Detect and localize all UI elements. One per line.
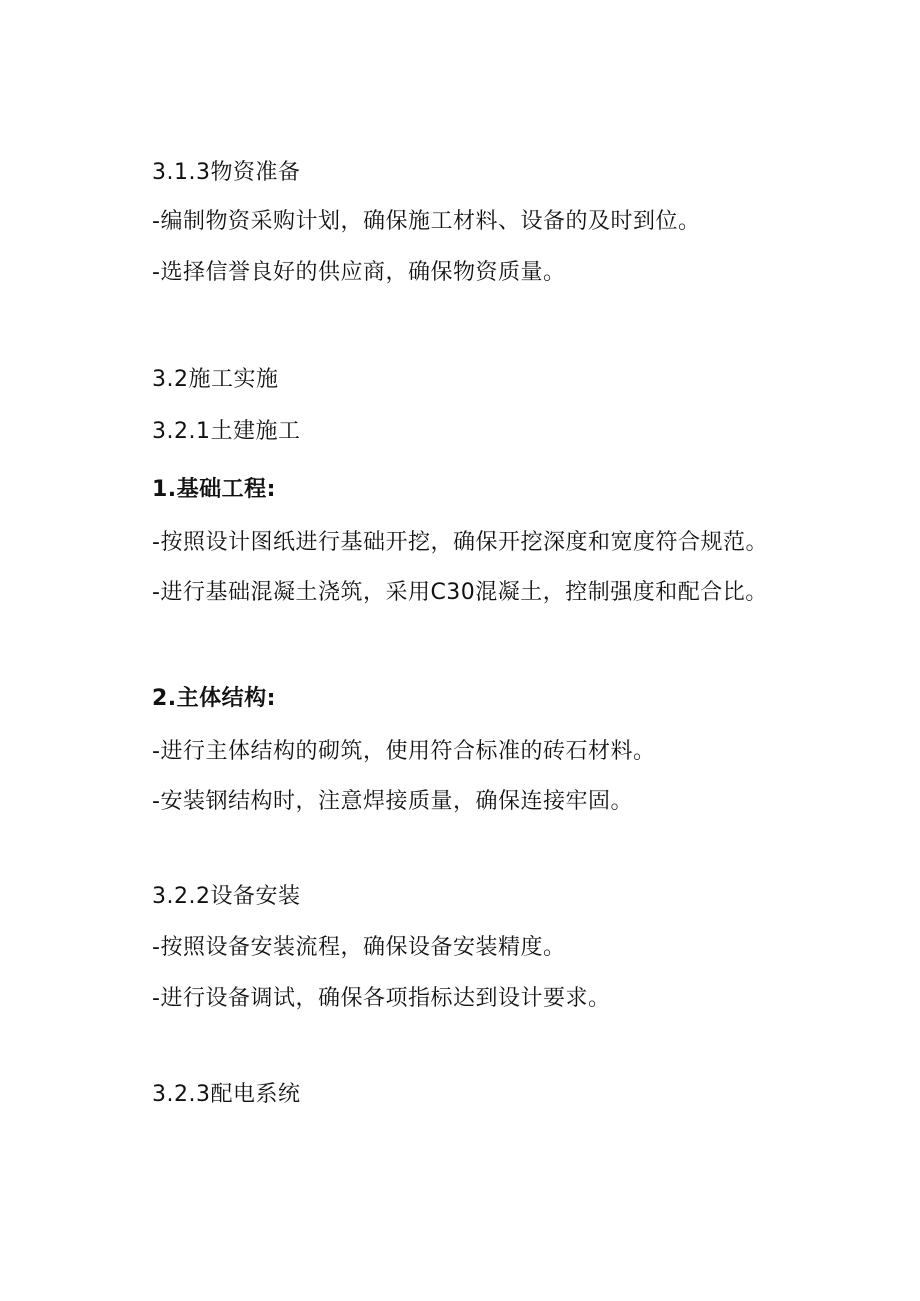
list-item: -选择信誉良好的供应商，确保物资质量。 <box>152 260 566 285</box>
section-heading-3-2: 3.2施工实施 <box>152 367 279 392</box>
list-item: -进行基础混凝土浇筑，采用C30混凝土，控制强度和配合比。 <box>152 580 768 605</box>
section-heading-3-2-1: 3.2.1土建施工 <box>152 419 301 444</box>
list-item: -按照设备安装流程，确保设备安装精度。 <box>152 935 566 960</box>
list-item: -进行主体结构的砌筑，使用符合标准的砖石材料。 <box>152 739 656 764</box>
list-item: -按照设计图纸进行基础开挖，确保开挖深度和宽度符合规范。 <box>152 530 768 555</box>
section-heading-3-2-2: 3.2.2设备安装 <box>152 884 301 909</box>
list-item: -编制物资采购计划，确保施工材料、设备的及时到位。 <box>152 209 701 234</box>
list-item: -进行设备调试，确保各项指标达到设计要求。 <box>152 986 611 1011</box>
subsection-heading-main-structure: 2.主体结构: <box>152 686 276 711</box>
section-heading-3-2-3: 3.2.3配电系统 <box>152 1082 301 1107</box>
subsection-heading-foundation: 1.基础工程: <box>152 477 276 502</box>
list-item: -安装钢结构时，注意焊接质量，确保连接牢固。 <box>152 789 633 814</box>
section-heading-3-1-3: 3.1.3物资准备 <box>152 160 301 185</box>
